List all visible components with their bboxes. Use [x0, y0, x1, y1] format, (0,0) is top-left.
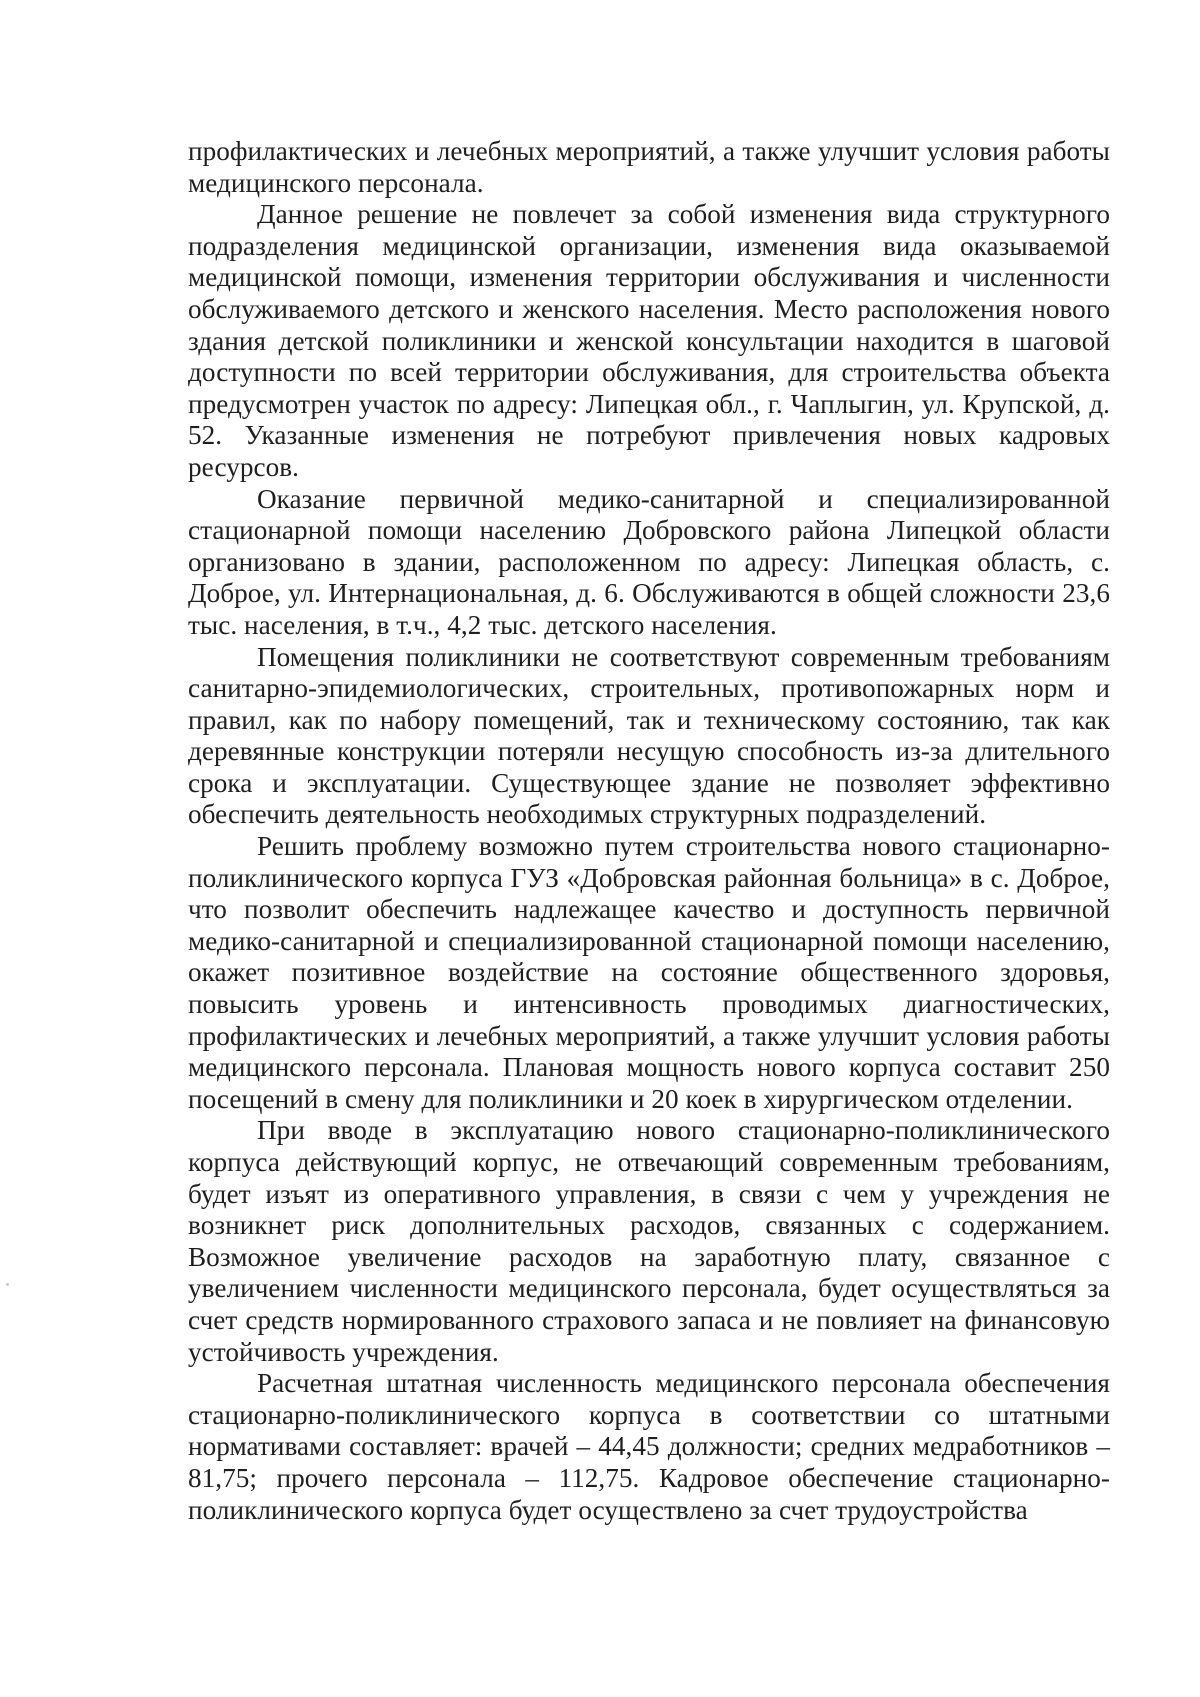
paragraph: Помещения поликлиники не соответствуют современным требованиям санитарно-эпидемиологических, строительных, противопожарных норм и правил, как по набору помещений, так и техническому состоянию, так как деревянные конструкции потеряли несущую способность из-за длительного срока и эксплуатации. Существующее здание не позволяет эффективно обеспечить деятельность необходимых структурных подразделений.	[188, 641, 1110, 830]
paragraph-continuation: профилактических и лечебных мероприятий, а также улучшит условия работы медицинского персонала.	[188, 136, 1110, 198]
document-body	[188, 136, 1110, 1526]
paragraph: Решить проблему возможно путем строительства нового стационарно-поликлинического корпуса ГУЗ «Добровская районная больница» в с. Доброе, что позволит обеспечить надлежащее качество и доступность первичной медико-санитарной и специализированной стационарной помощи населению, окажет позитивное воздействие на состояние общественного здоровья, повысить уровень и интенсивность проводимых диагностических, профилактических и лечебных мероприятий, а также улучшит условия работы медицинского персонала. Плановая мощность нового корпуса составит 250 посещений в смену для поликлиники и 20 коек в хирургическом отделении.	[188, 831, 1110, 1114]
paragraph: Оказание первичной медико-санитарной и специализированной стационарной помощи населению Добровского района Липецкой области организовано в здании, расположенном по адресу: Липецкая область, с. Доброе, ул. Интернациональная, д. 6. Обслуживаются в общей сложности 23,6 тыс. населения, в т.ч., 4,2 тыс. детского населения.	[188, 483, 1110, 640]
scan-speck	[6, 1283, 9, 1286]
paragraph: Данное решение не повлечет за собой изменения вида структурного подразделения медицинской организации, изменения вида оказываемой медицинской помощи, изменения территории обслуживания и численности обслуживаемого детского и женского населения. Место расположения нового здания детской поликлиники и женской консультации находится в шаговой доступности по всей территории обслуживания, для строительства объекта предусмотрен участок по адресу: Липецкая обл., г. Чаплыгин, ул. Крупской, д. 52. Указанные изменения не потребуют привлечения новых кадровых ресурсов.	[188, 199, 1110, 482]
paragraph: При вводе в эксплуатацию нового стационарно-поликлинического корпуса действующий корпус, не отвечающий современным требованиям, будет изъят из оперативного управления, в связи с чем у учреждения не возникнет риск дополнительных расходов, связанных с содержанием. Возможное увеличение расходов на заработную плату, связанное с увеличением численности медицинского персонала, будет осуществляться за счет средств нормированного страхового запаса и не повлияет на финансовую устойчивость учреждения.	[188, 1115, 1110, 1367]
paragraph-continued: Расчетная штатная численность медицинского персонала обеспечения стационарно-поликлинического корпуса в соответствии со штатными нормативами составляет: врачей – 44,45 должности; средних медработников – 81,75; прочего персонала – 112,75. Кадровое обеспечение стационарно-поликлинического корпуса будет осуществлено за счет трудоустройства	[188, 1368, 1110, 1525]
